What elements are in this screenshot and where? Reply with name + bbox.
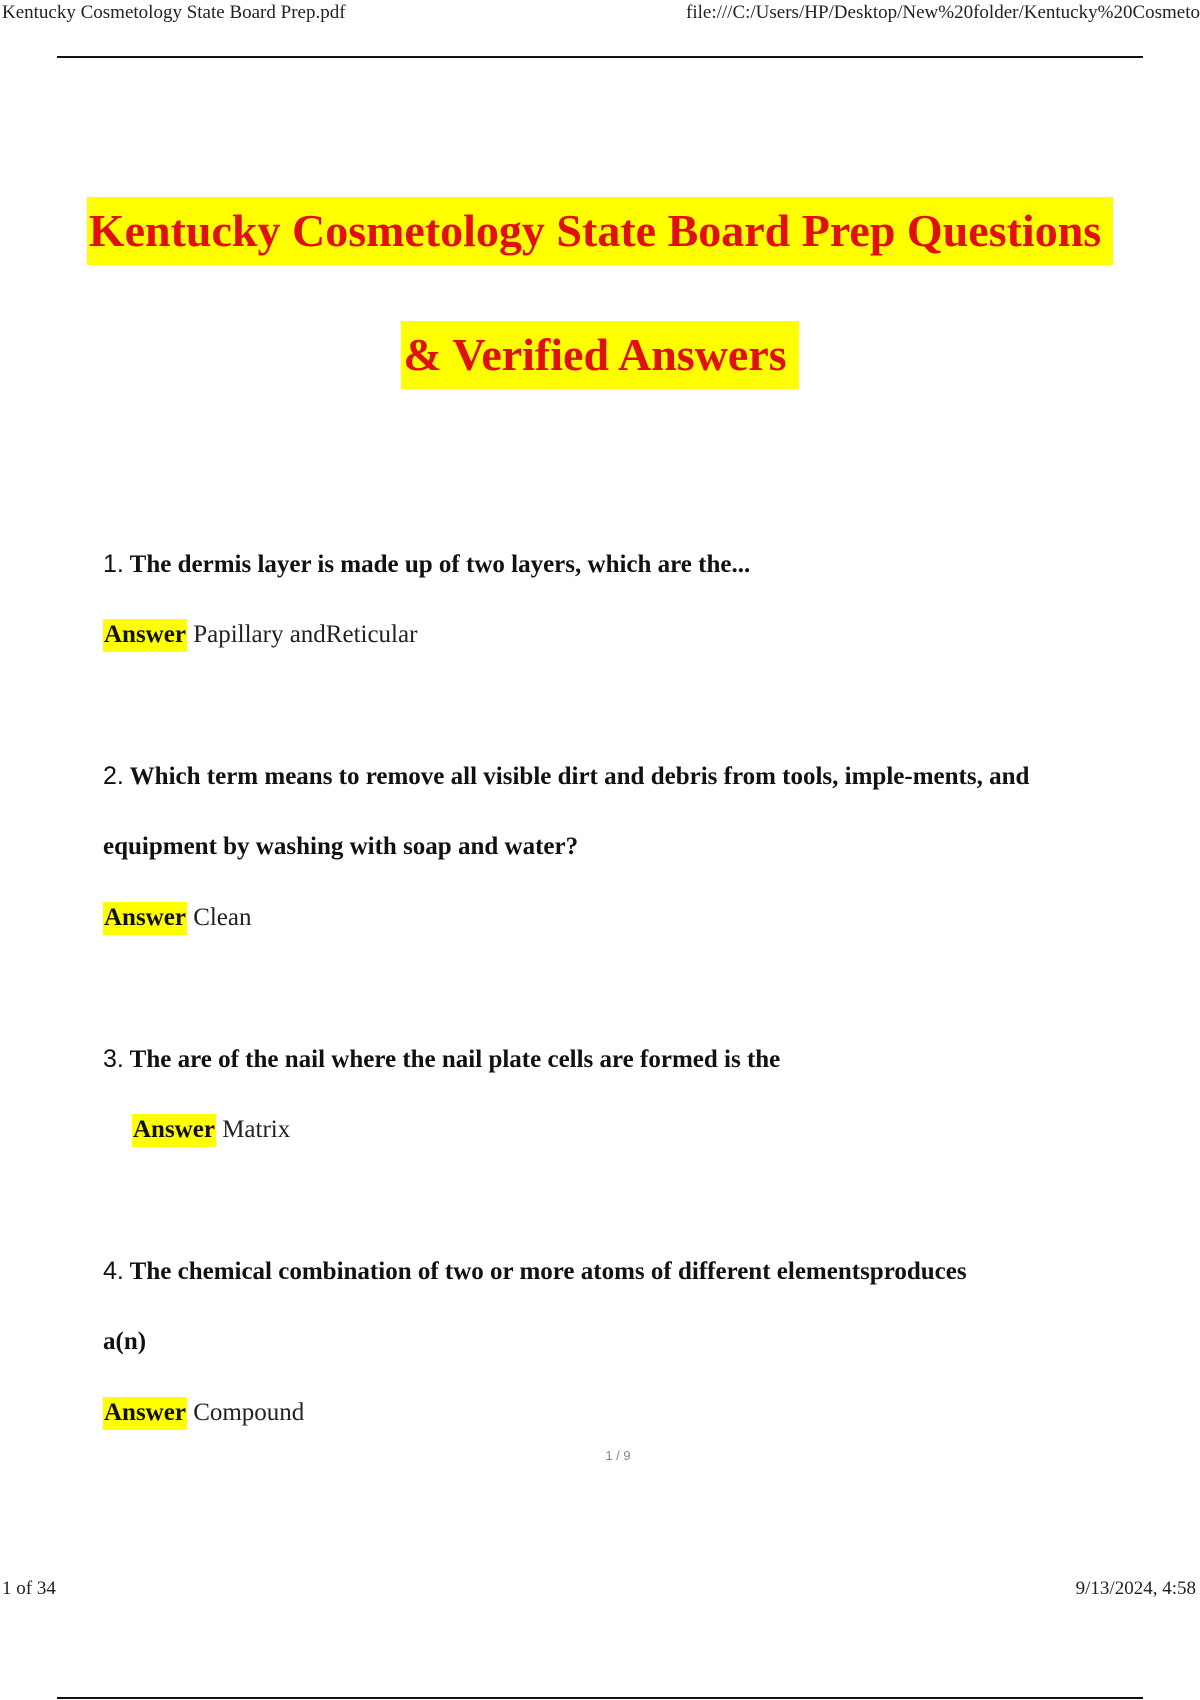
question-text: The chemical combination of two or more atoms of different elementsproduces (129, 1258, 967, 1285)
question-4 (103, 1257, 967, 1286)
print-header-url: file:///C:/Users/HP/Desktop/New%20folder/Kentucky%20Cosmeto (686, 2, 1200, 23)
question-text: equipment by washing with soap and water? (103, 833, 579, 860)
answer-2 (103, 904, 252, 932)
answer-text: Compound (193, 1399, 305, 1426)
answer-label: Answer (103, 619, 187, 652)
answer-label: Answer (103, 902, 187, 935)
question-1 (103, 550, 750, 579)
answer-4 (103, 1399, 304, 1427)
question-text: The dermis layer is made up of two layers, which are the... (129, 551, 751, 578)
answer-text: Matrix (222, 1116, 291, 1143)
document-title-line-2 (0, 329, 1200, 380)
answer-1 (103, 621, 417, 649)
answer-text: Papillary andReticular (193, 621, 418, 648)
question-2-continuation (103, 833, 578, 861)
document-title-line-1 (0, 205, 1200, 256)
question-3 (103, 1045, 780, 1074)
print-header-filename: Kentucky Cosmetology State Board Prep.pdf (2, 2, 346, 23)
title-text-1: Kentucky Cosmetology State Board Prep Questions (87, 197, 1113, 265)
question-number: 1. (103, 550, 124, 578)
title-text-2: & Verified Answers (401, 321, 798, 389)
print-footer-timestamp: 9/13/2024, 4:58 (1075, 1578, 1196, 1599)
answer-label: Answer (103, 1397, 187, 1430)
question-text: The are of the nail where the nail plate cells are formed is the (129, 1046, 781, 1073)
question-4-continuation (103, 1328, 146, 1356)
header-divider (57, 56, 1143, 58)
footer-divider (57, 1697, 1143, 1699)
question-number: 4. (103, 1257, 124, 1285)
answer-label: Answer (132, 1114, 216, 1147)
question-number: 2. (103, 762, 124, 790)
question-text: Which term means to remove all visible dirt and debris from tools, imple-ments, and (129, 763, 1030, 790)
pdf-page-indicator: 1 / 9 (605, 1448, 631, 1463)
answer-3 (132, 1116, 290, 1144)
question-text: a(n) (103, 1328, 147, 1355)
print-footer-page-count: 1 of 34 (2, 1578, 56, 1599)
question-number: 3. (103, 1045, 124, 1073)
answer-text: Clean (193, 904, 252, 931)
question-2 (103, 762, 1029, 791)
